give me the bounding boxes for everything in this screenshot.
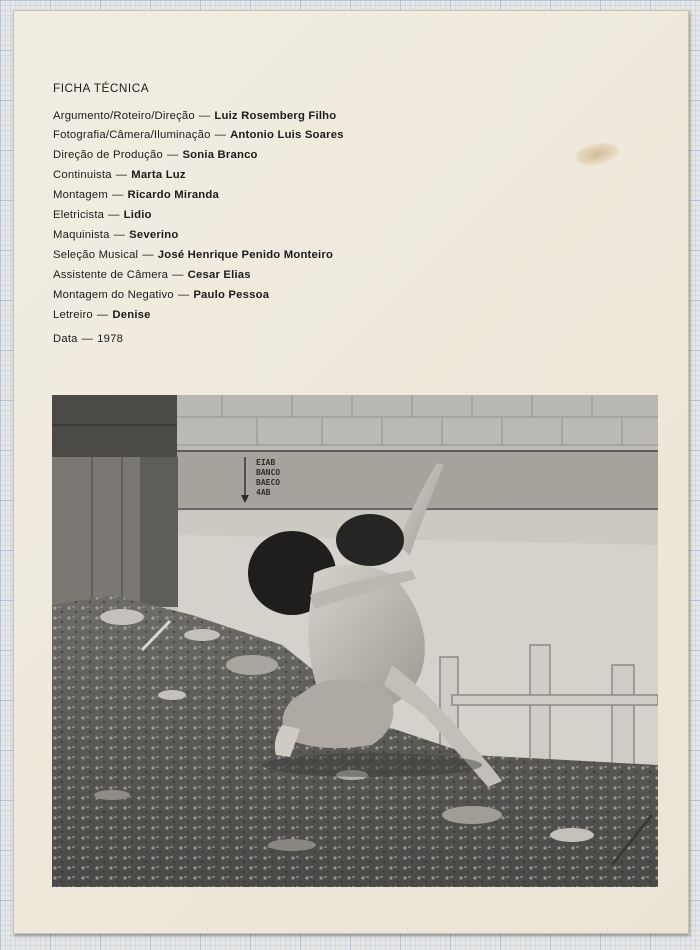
credit-role: Assistente de Câmera — [53, 269, 169, 281]
credit-role: Letreiro — [53, 309, 93, 321]
credit-role: Eletricista — [53, 209, 105, 221]
date-row — [53, 329, 344, 349]
paper-stain — [572, 138, 622, 169]
date-value: 1978 — [97, 333, 124, 345]
film-still-photo — [52, 395, 658, 887]
credit-row-eletricista — [53, 205, 344, 225]
credit-dash: — — [115, 169, 128, 181]
photo-illustration — [52, 395, 658, 887]
credit-role: Argumento/Roteiro/Direção — [53, 110, 195, 122]
credit-role: Continuista — [53, 169, 112, 181]
document-sheet — [13, 10, 689, 934]
credit-name: Denise — [112, 309, 151, 321]
credit-role: Direção de Produção — [53, 149, 163, 161]
credit-name: Marta Luz — [131, 169, 186, 181]
credit-name: Cesar Elias — [187, 269, 251, 281]
credit-dash: — — [111, 189, 124, 201]
credit-dash: — — [108, 209, 120, 221]
credit-name: José Henrique Penido Monteiro — [157, 249, 334, 261]
credit-dash: — — [96, 309, 109, 321]
credit-dash: — — [113, 229, 126, 241]
credit-row-montagem — [53, 185, 344, 205]
date-dash: — — [81, 333, 94, 345]
stencil-line: BANCO — [256, 468, 281, 477]
credit-dash: — — [214, 129, 227, 141]
stencil-line: EIAB — [256, 458, 276, 467]
credits-block — [53, 81, 344, 349]
credit-name: Severino — [129, 229, 179, 241]
credit-dash: — — [177, 289, 190, 301]
stencil-line: BAECO — [256, 478, 281, 487]
credit-name: Antonio Luis Soares — [230, 129, 344, 141]
credit-row-assistente-camera — [53, 265, 344, 285]
credit-role: Seleção Musical — [53, 249, 139, 261]
credit-name: Sonia Branco — [182, 149, 258, 161]
credit-row-montagem-negativo — [53, 285, 344, 305]
credit-row-selecao-musical — [53, 245, 344, 265]
credit-row-fotografia — [53, 125, 344, 145]
credit-row-producao — [53, 145, 344, 165]
credit-row-letreiro — [53, 305, 344, 325]
stencil-line: 4AB — [256, 488, 271, 497]
credit-name: Ricardo Miranda — [127, 189, 219, 201]
credit-name: Paulo Pessoa — [193, 289, 270, 301]
credit-role: Montagem — [53, 189, 108, 201]
credit-role: Fotografia/Câmera/Iluminação — [53, 129, 211, 141]
left-boards — [52, 395, 177, 457]
credit-name: Luiz Rosemberg Filho — [214, 110, 337, 122]
credits-heading: FICHA TÉCNICA — [53, 81, 150, 95]
credit-dash: — — [198, 110, 211, 122]
credit-role: Maquinista — [53, 229, 110, 241]
credit-dash: — — [142, 249, 154, 261]
credit-dash: — — [166, 149, 179, 161]
credit-row-maquinista — [53, 225, 344, 245]
credit-row-continuista — [53, 165, 344, 185]
credit-name: Lidio — [123, 209, 152, 221]
credit-dash: — — [172, 269, 184, 281]
date-label: Data — [53, 333, 78, 345]
credit-role: Montagem do Negativo — [53, 289, 174, 301]
credit-row-roteiro — [53, 108, 344, 125]
